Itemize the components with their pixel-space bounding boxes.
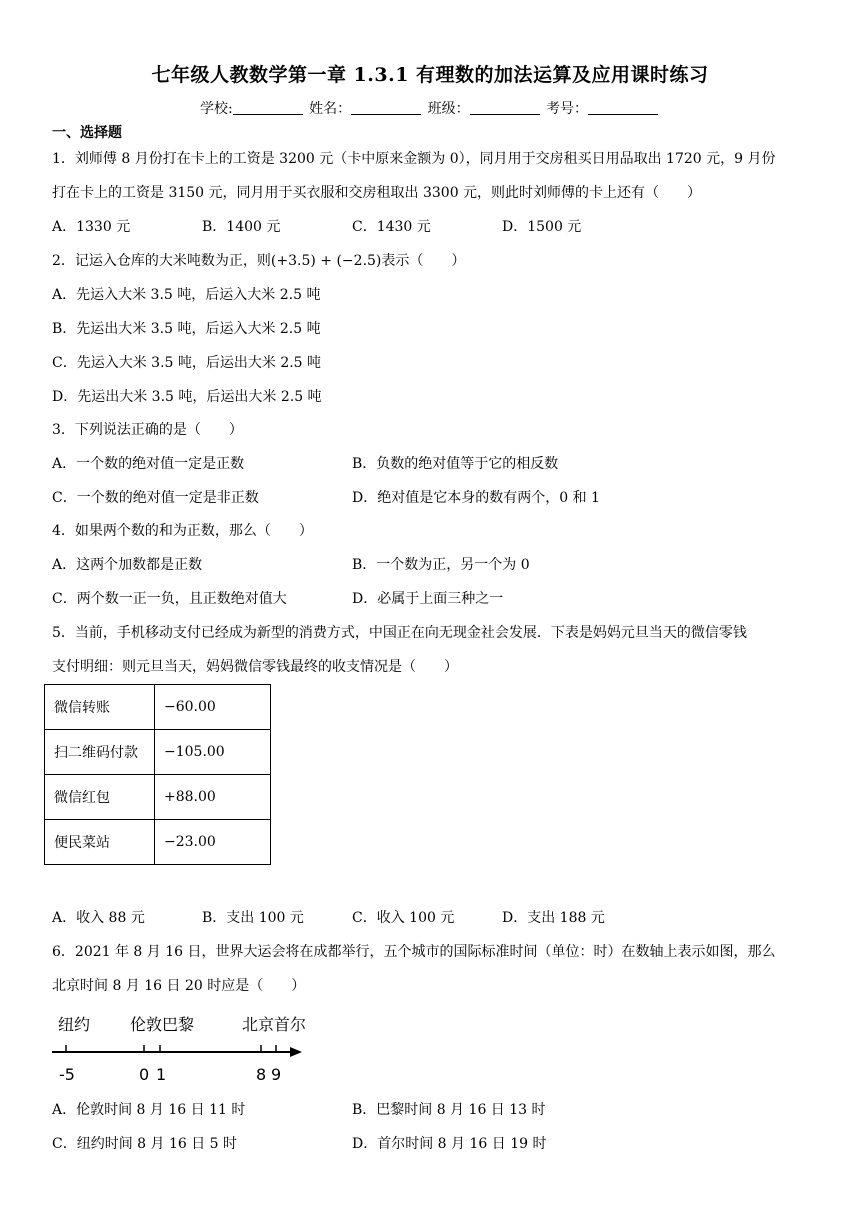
q5-option-d: D．支出 188 元 — [502, 910, 605, 926]
q2-option-b: B．先运出大米 3.5 吨，后运入大米 2.5 吨 — [52, 321, 321, 337]
section-heading: 一、选择题 — [52, 125, 122, 141]
school-label: 学校: — [199, 101, 233, 117]
tick-label-newyork: -5 — [59, 1065, 75, 1084]
table-cell-amount: −105.00 — [155, 730, 271, 775]
q4-option-b: B．一个数为正，另一个为 0 — [352, 557, 530, 573]
q3-option-c: C．一个数的绝对值一定是非正数 — [52, 490, 259, 506]
city-label-paris: 巴黎 — [162, 1015, 195, 1034]
table-cell-amount: +88.00 — [155, 775, 271, 820]
axis-arrow-icon — [290, 1047, 302, 1057]
q5-option-a: A．收入 88 元 — [52, 910, 145, 926]
q2-stem — [52, 252, 465, 270]
class-label: 班级： — [427, 101, 470, 117]
q3-stem: 3．下列说法正确的是（ ） — [52, 422, 243, 438]
q6-option-a: A．伦敦时间 8 月 16 日 11 时 — [52, 1102, 246, 1118]
table-cell-amount: −23.00 — [155, 820, 271, 865]
q4-stem: 4．如果两个数的和为正数，那么（ ） — [52, 523, 313, 539]
class-blank — [470, 102, 540, 115]
q2-stem-post: 表示（ ） — [381, 253, 466, 269]
q1-stem-line2: 打在卡上的工资是 3150 元，同月用于买衣服和交房租取出 3300 元，则此时刘师傅的卡上还有（ ） — [52, 185, 702, 201]
q1-option-c: C．1430 元 — [352, 219, 431, 235]
table-cell-item: 微信红包 — [45, 775, 155, 820]
q5-stem-line1: 5．当前，手机移动支付已经成为新型的消费方式，中国正在向无现金社会发展．下表是妈妈元旦当天的微信零钱 — [52, 625, 747, 641]
tick-label-beijing: 8 — [256, 1065, 267, 1084]
q4-option-d: D．必属于上面三种之一 — [352, 591, 504, 607]
q6-stem-line1: 6．2021 年 8 月 16 日，世界大运会将在成都举行，五个城市的国际标准时间（单位：时）在数轴上表示如图，那么 — [52, 944, 776, 960]
city-label-seoul: 首尔 — [274, 1015, 307, 1034]
q5-option-c: C．收入 100 元 — [352, 910, 455, 926]
q1-option-d: D．1500 元 — [502, 219, 582, 235]
q2-option-d: D．先运出大米 3.5 吨，后运出大米 2.5 吨 — [52, 389, 322, 405]
q6-option-c: C．纽约时间 8 月 16 日 5 时 — [52, 1136, 238, 1152]
q5-option-b: B．支出 100 元 — [202, 910, 304, 926]
q5-stem-line2: 支付明细：则元旦当天，妈妈微信零钱最终的收支情况是（ ） — [52, 659, 458, 675]
city-label-london: 伦敦 — [130, 1015, 163, 1034]
tick-label-london: 0 — [139, 1065, 150, 1084]
q4-option-a: A．这两个加数都是正数 — [52, 557, 203, 573]
tick-label-paris: 1 — [156, 1065, 167, 1084]
table-cell-amount: −60.00 — [155, 685, 271, 730]
q6-stem-line2: 北京时间 8 月 16 日 20 时应是（ ） — [52, 978, 306, 994]
number-blank — [588, 102, 658, 115]
name-label: 姓名： — [309, 101, 352, 117]
city-label-newyork: 纽约 — [58, 1015, 91, 1034]
school-blank — [233, 102, 303, 115]
q2-expression: (+3.5) + (−2.5) — [270, 253, 382, 269]
q2-option-a: A．先运入大米 3.5 吨，后运入大米 2.5 吨 — [52, 287, 321, 303]
number-line-figure — [50, 1008, 310, 1088]
page-title: 七年级人教数学第一章 1.3.1 有理数的加法运算及应用课时练习 — [151, 64, 709, 86]
tick-label-seoul: 9 — [271, 1065, 282, 1084]
city-label-beijing: 北京 — [242, 1015, 275, 1034]
table-cell-item: 扫二维码付款 — [45, 730, 155, 775]
table-row — [45, 820, 271, 865]
table-cell-item: 便民菜站 — [45, 820, 155, 865]
name-blank — [351, 102, 421, 115]
q1-stem-line1: 1．刘师傅 8 月份打在卡上的工资是 3200 元（卡中原来金额为 0），同月用于交房租买日用品取出 1720 元，9 月份 — [52, 151, 776, 167]
table-row — [45, 775, 271, 820]
q4-option-c: C．两个数一正一负，且正数绝对值大 — [52, 591, 287, 607]
q2-stem-pre: 2．记运入仓库的大米吨数为正，则 — [52, 253, 271, 269]
number-label: 考号： — [546, 101, 589, 117]
table-row — [45, 685, 271, 730]
student-info-line — [0, 98, 860, 118]
payment-table — [44, 684, 271, 865]
q1-option-b: B．1400 元 — [202, 219, 281, 235]
q1-option-a: A．1330 元 — [52, 219, 131, 235]
q6-option-b: B．巴黎时间 8 月 16 日 13 时 — [352, 1102, 546, 1118]
q6-option-d: D．首尔时间 8 月 16 日 19 时 — [352, 1136, 547, 1152]
table-cell-item: 微信转账 — [45, 685, 155, 730]
table-row — [45, 730, 271, 775]
q3-option-d: D．绝对值是它本身的数有两个，0 和 1 — [352, 490, 600, 506]
q2-option-c: C．先运入大米 3.5 吨，后运出大米 2.5 吨 — [52, 355, 322, 371]
q3-option-a: A．一个数的绝对值一定是正数 — [52, 456, 245, 472]
q3-option-b: B．负数的绝对值等于它的相反数 — [352, 456, 559, 472]
